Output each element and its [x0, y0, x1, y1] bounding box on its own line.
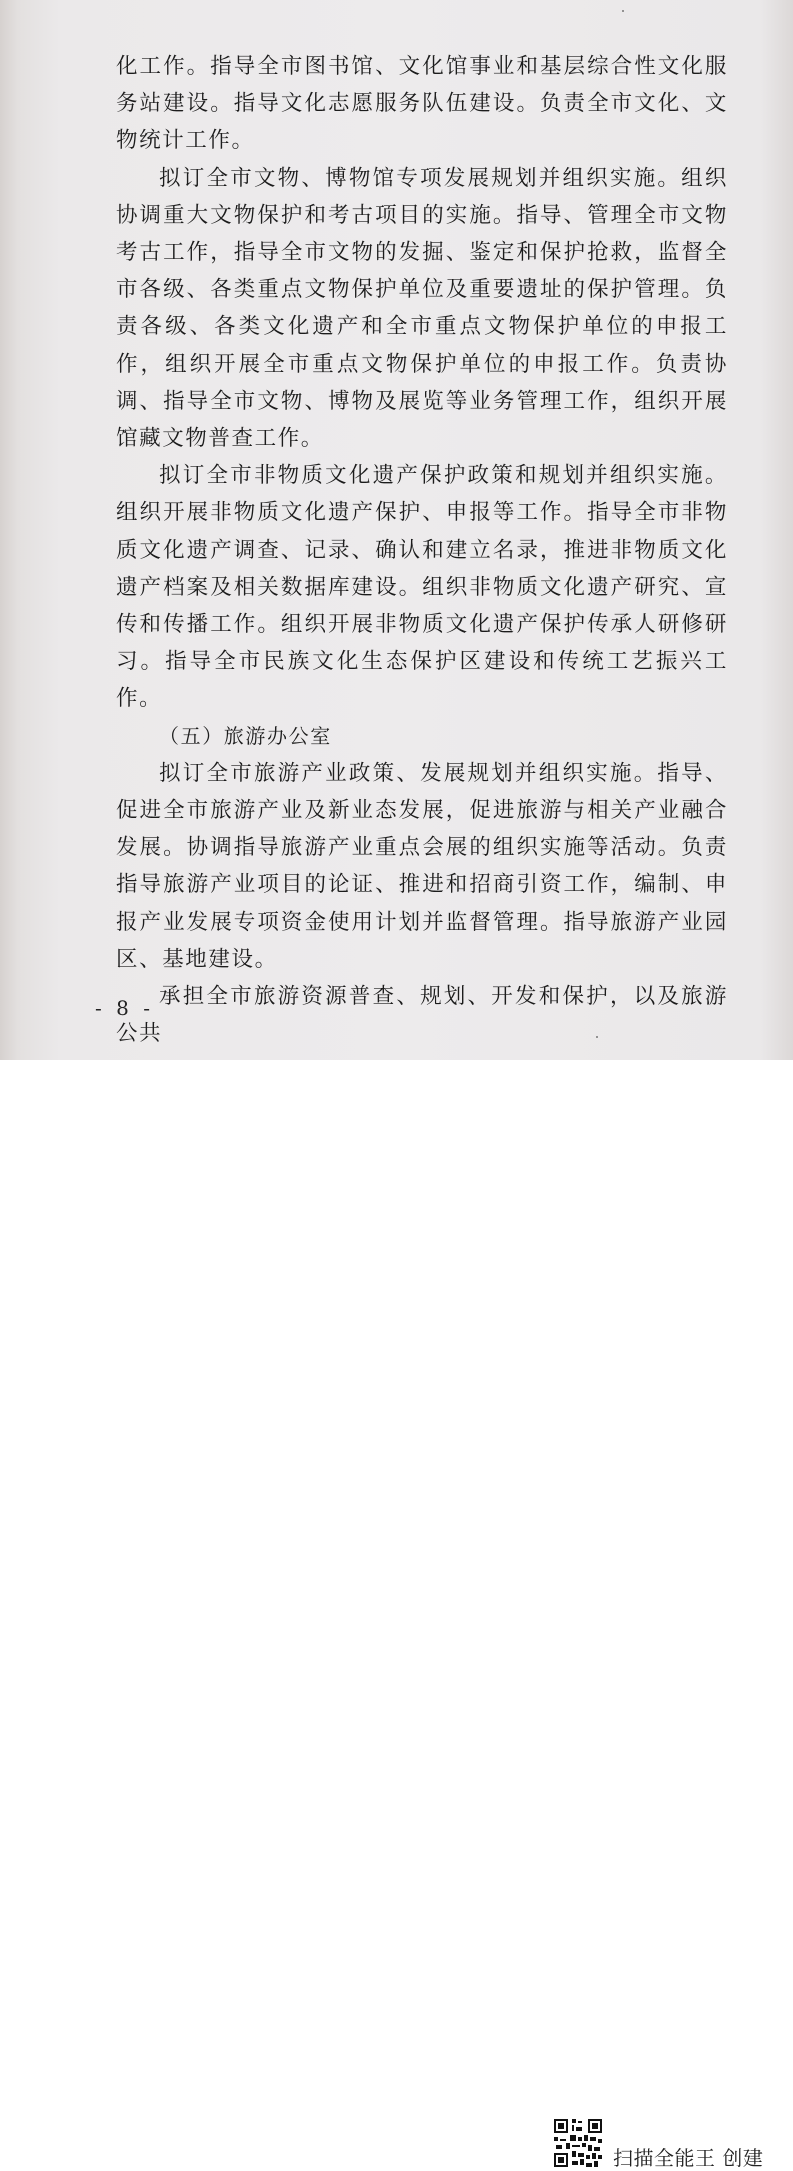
section-heading-tourism-office: （五）旅游办公室: [159, 723, 332, 748]
paragraph-cultural-work: 化工作。指导全市图书馆、文化馆事业和基层综合性文化服务站建设。指导文化志愿服务队伍建设。负责全市文化、文物统计工作。: [116, 54, 728, 154]
scanned-page: [0, 0, 793, 1060]
document-body: [116, 48, 728, 1052]
paragraph-cultural-relics: 拟订全市文物、博物馆专项发展规划并组织实施。组织协调重大文物保护和考古项目的实施。指导、管理全市文物考古工作，指导全市文物的发掘、鉴定和保护抢救，监督全市各级、各类重点文物保护单位及重要遗址的保护管理。负责各级、各类文化遗产和全市重点文物保护单位的申报工作，组织开展全市重点文物保护单位的申报工作。负责协调、指导全市文物、博物及展览等业务管理工作，组织开展馆藏文物普查工作。: [116, 165, 728, 452]
page-number: - 8 -: [95, 996, 154, 1020]
paragraph-tourism-resources: 承担全市旅游资源普查、规划、开发和保护，以及旅游公共: [116, 984, 728, 1047]
scan-speck: [622, 10, 624, 12]
scan-footer: [0, 1060, 793, 2170]
paragraph-tourism-industry: 拟订全市旅游产业政策、发展规划并组织实施。指导、促进全市旅游产业及新业态发展，促进旅游与相关产业融合发展。协调指导旅游产业重点会展的组织实施等活动。负责指导旅游产业项目的论证、推进和招商引资工作，编制、申报产业发展专项资金使用计划并监督管理。指导旅游产业园区、基地建设。: [116, 760, 728, 972]
paragraph-intangible-heritage: 拟订全市非物质文化遗产保护政策和规划并组织实施。组织开展非物质文化遗产保护、申报等工作。指导全市非物质文化遗产调查、记录、确认和建立名录，推进非物质文化遗产档案及相关数据库建设。组织非物质文化遗产研究、宣传和传播工作。组织开展非物质文化遗产保护传承人研修研习。指导全市民族文化生态保护区建设和传统工艺振兴工作。: [116, 463, 728, 712]
scanner-watermark-label: 扫描全能王 创建: [613, 2146, 764, 2170]
qr-code-icon: [552, 2117, 604, 2169]
